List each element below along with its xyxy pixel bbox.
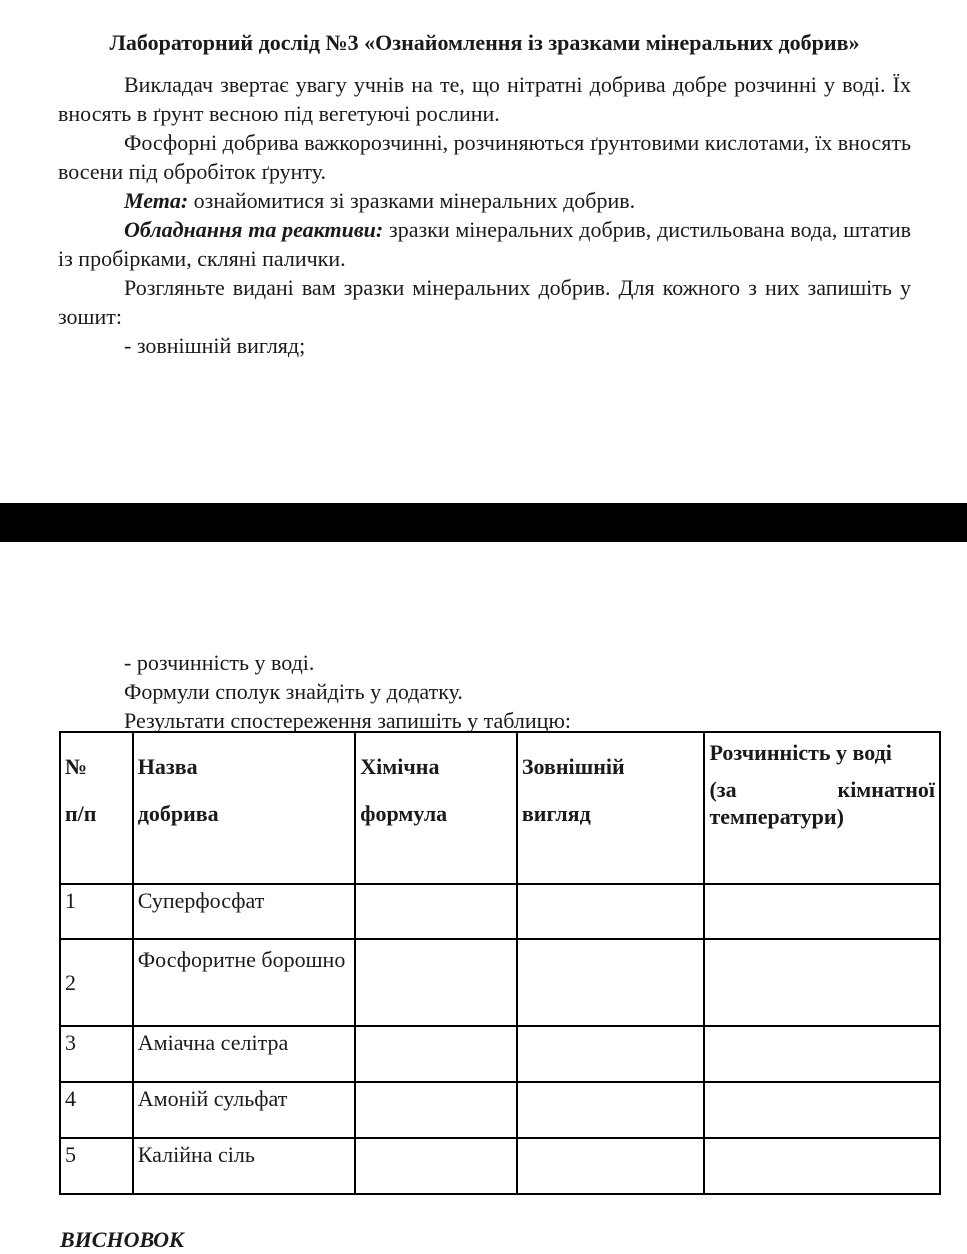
row-formula-cell — [355, 1082, 517, 1138]
table-row — [60, 939, 940, 1026]
header-appearance: Зовнішній вигляд — [517, 732, 705, 884]
results-note: Результати спостереження запишіть у таблицю: — [124, 708, 571, 733]
row-name: Амоній сульфат — [133, 1082, 356, 1138]
row-formula-cell — [355, 1026, 517, 1082]
row-solubility-cell — [704, 884, 940, 939]
header-name: Назва добрива — [133, 732, 356, 884]
list-item-appearance: - зовнішній вигляд; — [124, 333, 306, 358]
paragraph-phosphate: Фосфорні добрива важкорозчинні, розчиняються ґрунтовими кислотами, їх вносять восени під обробіток ґрунту. — [58, 130, 911, 184]
row-solubility-cell — [704, 1026, 940, 1082]
row-appearance-cell — [517, 1026, 705, 1082]
table-row — [60, 1082, 940, 1138]
row-number: 4 — [60, 1082, 133, 1138]
equipment-text: зразки мінеральних добрив, дистильована вода, штатив із пробірками, скляні палички. — [58, 217, 911, 271]
formula-note: Формули сполук знайдіть у додатку. — [124, 679, 463, 704]
row-name: Фосфоритне борошно — [133, 939, 356, 1026]
row-appearance-cell — [517, 1138, 705, 1194]
header-formula: Хімічна формула — [355, 732, 517, 884]
row-appearance-cell — [517, 939, 705, 1026]
header-solubility: Розчинність у воді (за кімнатної температури) — [704, 732, 940, 884]
equipment-label: Обладнання та реактиви: — [124, 217, 384, 242]
redaction-bar — [0, 503, 967, 542]
header-number: № п/п — [60, 732, 133, 884]
row-formula-cell — [355, 884, 517, 939]
paragraph-goal — [58, 186, 911, 215]
goal-label: Мета: — [124, 188, 189, 213]
paragraph-instructions: Розгляньте видані вам зразки мінеральних добрив. Для кожного з них запишіть у зошит: — [58, 275, 911, 329]
paragraph-nitrate: Викладач звертає увагу учнів на те, що нітратні добрива добре розчинні у воді. Їх вносять в ґрунт весною під вегетуючі рослини. — [58, 72, 911, 126]
table-row — [60, 1026, 940, 1082]
row-appearance-cell — [517, 884, 705, 939]
row-solubility-cell — [704, 939, 940, 1026]
page-top-section — [58, 28, 911, 360]
results-table — [59, 731, 941, 1195]
row-name: Аміачна селітра — [133, 1026, 356, 1082]
table-row — [60, 884, 940, 939]
row-number: 5 — [60, 1138, 133, 1194]
row-name: Суперфосфат — [133, 884, 356, 939]
page-bottom-section — [58, 648, 941, 735]
paragraph-equipment — [58, 215, 911, 273]
row-appearance-cell — [517, 1082, 705, 1138]
conclusion-heading: ВИСНОВОК — [60, 1227, 184, 1252]
goal-text: ознайомитися зі зразками мінеральних добрив. — [188, 188, 636, 213]
row-number: 3 — [60, 1026, 133, 1082]
row-number: 2 — [60, 939, 133, 1026]
list-item-solubility: - розчинність у воді. — [124, 650, 315, 675]
table-header-row — [60, 732, 940, 884]
page-title: Лабораторний дослід №3 «Ознайомлення із зразками мінеральних добрив» — [109, 30, 860, 55]
row-formula-cell — [355, 1138, 517, 1194]
row-solubility-cell — [704, 1138, 940, 1194]
row-number: 1 — [60, 884, 133, 939]
row-solubility-cell — [704, 1082, 940, 1138]
table-row — [60, 1138, 940, 1194]
row-formula-cell — [355, 939, 517, 1026]
row-name: Калійна сіль — [133, 1138, 356, 1194]
